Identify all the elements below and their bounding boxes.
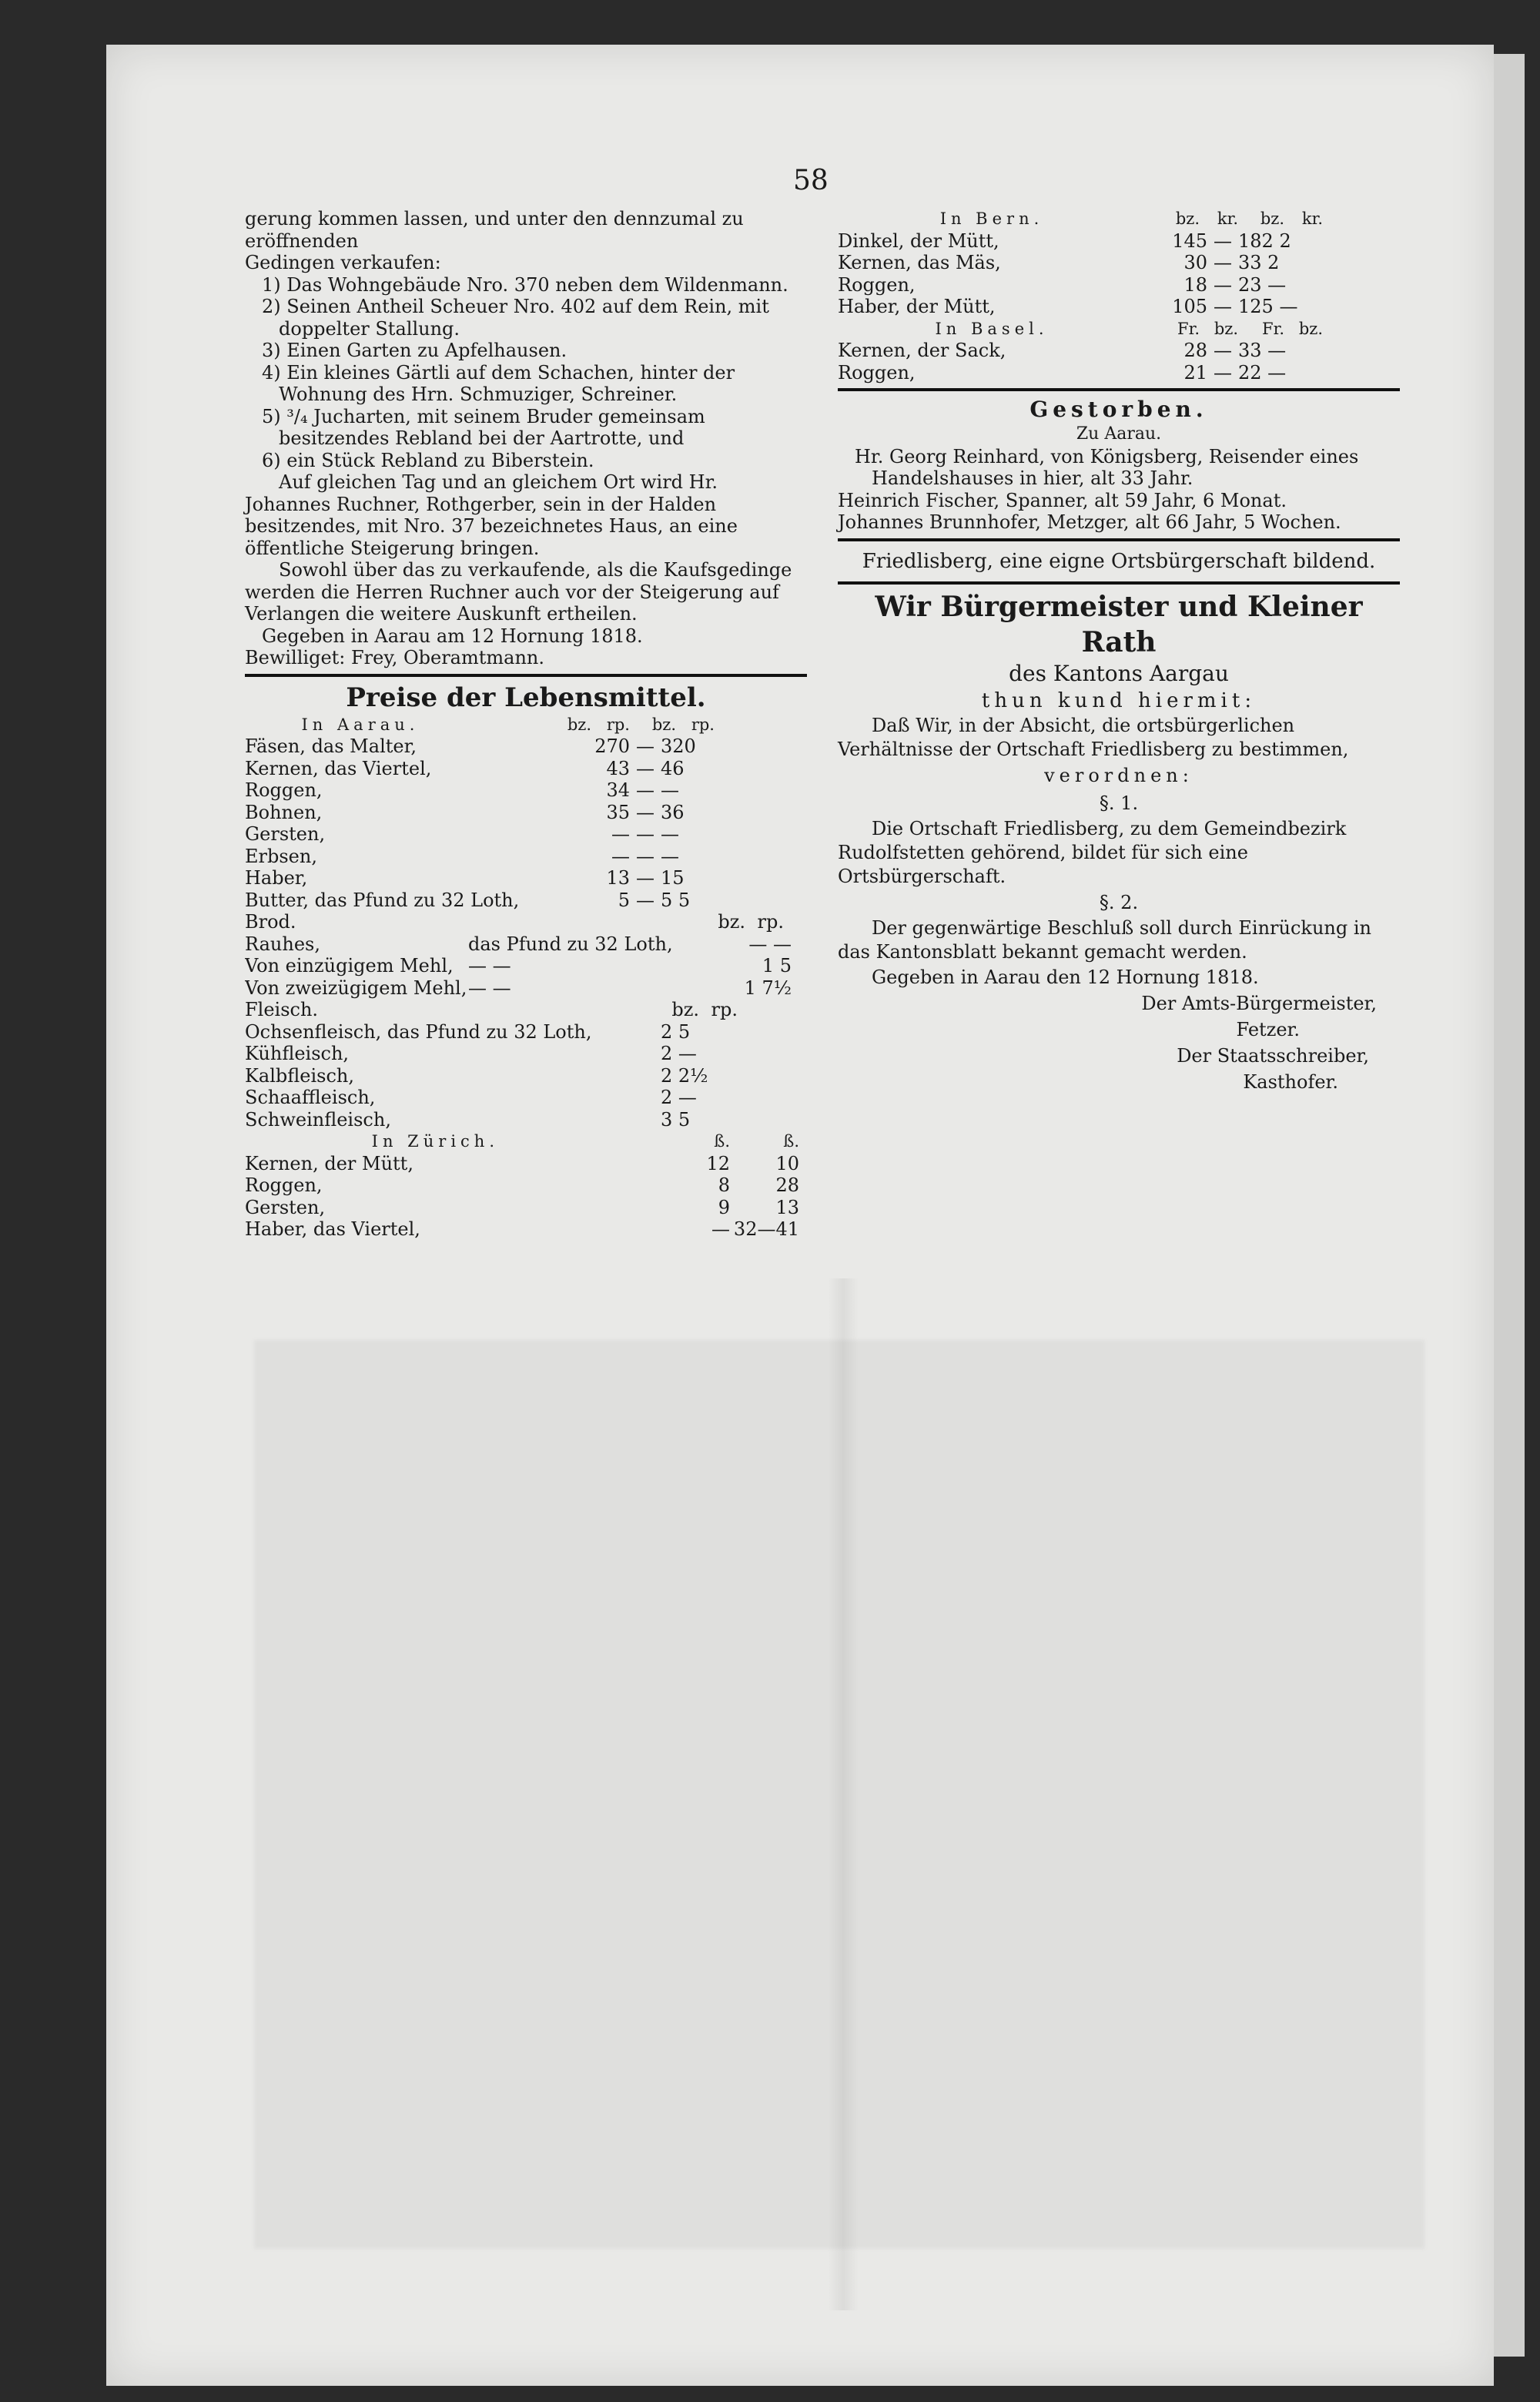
price-low: 12 xyxy=(706,1152,730,1174)
item-note: — — xyxy=(468,977,511,999)
zurich-label: In Zürich. xyxy=(371,1132,499,1151)
mayor-name: Fetzer. xyxy=(1236,1018,1300,1040)
item-name: Gersten, xyxy=(245,1196,326,1218)
price-low: 145 xyxy=(1172,229,1207,252)
item-note: — — xyxy=(468,955,511,977)
price-low: 21 xyxy=(1183,361,1207,384)
price-separator: — xyxy=(1214,229,1232,252)
price-separator: — xyxy=(1214,296,1232,317)
price-low: 270 xyxy=(594,735,630,757)
deaths-place: Zu Aarau. xyxy=(1076,424,1162,444)
header-cell: Fr. xyxy=(1177,319,1200,338)
item-name: Kernen, der Mütt, xyxy=(245,1152,413,1174)
table-row xyxy=(245,1065,807,1087)
zurich-header xyxy=(245,1131,807,1153)
price-value: 2 — xyxy=(661,1087,697,1108)
right-column xyxy=(838,208,1400,1095)
friedlisberg-heading: Friedlisberg, eine eigne Ortsbürgerschaft bildend. xyxy=(862,549,1376,573)
item-6: 6) ein Stück Rebland zu Biberstein. xyxy=(262,449,594,471)
item-name: Butter, das Pfund zu 32 Loth, xyxy=(245,889,520,911)
price-separator: — xyxy=(636,735,654,757)
price-separator: — xyxy=(636,889,654,911)
decree-verb: verordnen: xyxy=(1044,764,1194,786)
table-row xyxy=(245,1109,807,1131)
page-number: 58 xyxy=(793,165,829,196)
basel-header xyxy=(838,318,1400,340)
brod-price-table xyxy=(245,933,807,1000)
header-cell: bz. xyxy=(1175,209,1200,228)
table-row xyxy=(838,340,1400,362)
price-low: 28 xyxy=(1183,340,1207,361)
price-high: 320 xyxy=(661,735,696,757)
price-low: 9 xyxy=(718,1196,730,1218)
left-column xyxy=(245,208,807,1241)
price-high: 22 — xyxy=(1238,361,1287,384)
bern-header xyxy=(838,208,1400,230)
aarau-price-table xyxy=(245,735,807,911)
basel-label: In Basel. xyxy=(935,319,1049,338)
table-row xyxy=(245,758,807,780)
price-low: 43 xyxy=(606,757,630,779)
table-row xyxy=(245,889,807,912)
paragraph-steigerung: Auf gleichen Tag und an gleichem Ort wird Hr. Johannes Ruchner, Rothgerber, sein in der Halden besitzendes, mit Nro. 37 bezeichnetes Haus, an eine öffentliche Steigerung bringen. xyxy=(245,471,738,559)
price-high: — xyxy=(661,823,679,845)
item-name: Schaaffleisch, xyxy=(245,1087,376,1108)
header-cell: rp. xyxy=(757,911,784,933)
item-name: Von zweizügigem Mehl, xyxy=(245,977,467,999)
header-cell: ß. xyxy=(783,1132,799,1151)
header-cell: bz. xyxy=(567,715,591,734)
price-low: 13 xyxy=(606,867,630,889)
table-row xyxy=(245,977,807,1000)
section-1-text: Die Ortschaft Friedlisberg, zu dem Gemeindbezirk Rudolfstetten gehörend, bildet für sich eine Ortsbürgerschaft. xyxy=(838,817,1347,887)
item-name: Schweinfleisch, xyxy=(245,1108,391,1131)
item-name: Kernen, das Mäs, xyxy=(838,252,1001,273)
item-name: Erbsen, xyxy=(245,845,317,867)
table-row xyxy=(838,274,1400,296)
table-row xyxy=(245,802,807,824)
item-3: 3) Einen Garten zu Apfelhausen. xyxy=(262,340,567,361)
price-low: 35 xyxy=(606,801,630,823)
price-separator: — xyxy=(1214,361,1232,384)
price-high: 182 2 xyxy=(1238,229,1291,252)
item-name: Ochsenfleisch, das Pfund zu 32 Loth, xyxy=(245,1020,592,1043)
price-high: 32—41 xyxy=(733,1218,799,1240)
item-name: Roggen, xyxy=(245,779,323,801)
price-separator: — xyxy=(636,757,654,779)
price-low: — xyxy=(711,1218,730,1240)
price-high: 36 xyxy=(661,801,685,823)
price-low: 105 xyxy=(1172,296,1207,317)
price-separator: — xyxy=(636,801,654,823)
price-value: 3 5 xyxy=(661,1108,691,1131)
bern-price-table xyxy=(838,230,1400,318)
decree-title: Wir Bürgermeister und Kleiner Rath xyxy=(875,590,1363,658)
price-low: — xyxy=(611,823,630,845)
next-page-edge xyxy=(1494,54,1525,2357)
table-row xyxy=(245,1197,807,1219)
death-entry-2: Heinrich Fischer, Spanner, alt 59 Jahr, 6 Monat. xyxy=(838,489,1287,511)
section-2-text: Der gegenwärtige Beschluß soll durch Einrückung in das Kantonsblatt bekannt gemacht werden. xyxy=(838,916,1371,963)
table-row xyxy=(838,362,1400,384)
table-row xyxy=(245,1218,807,1241)
table-row xyxy=(245,867,807,889)
intro-line-1: gerung kommen lassen, und unter den dennzumal zu eröffnenden xyxy=(245,208,744,252)
item-name: Roggen, xyxy=(838,273,916,296)
aarau-header xyxy=(245,714,807,736)
fleisch-label: Fleisch. xyxy=(245,999,319,1020)
zurich-price-table xyxy=(245,1153,807,1241)
divider xyxy=(838,388,1400,391)
brod-label: Brod. xyxy=(245,911,296,933)
header-cell: rp. xyxy=(691,715,715,734)
price-value: 2 — xyxy=(661,1043,697,1064)
item-1: 1) Das Wohngebäude Nro. 370 neben dem Wildenmann. xyxy=(262,273,788,296)
table-row xyxy=(838,296,1400,318)
intro-line-2: Gedingen verkaufen: xyxy=(245,252,441,273)
aarau-label: In Aarau. xyxy=(301,715,420,734)
table-row xyxy=(245,1043,807,1065)
header-cell: rp. xyxy=(711,999,738,1020)
price-separator: — xyxy=(636,779,654,801)
secretary-name: Kasthofer. xyxy=(1243,1070,1338,1093)
item-note: das Pfund zu 32 Loth, xyxy=(468,933,673,955)
price-low: 8 xyxy=(718,1174,730,1196)
table-row xyxy=(245,823,807,846)
item-name: Von einzügigem Mehl, xyxy=(245,955,454,977)
secretary-title: Der Staatsschreiber, xyxy=(1177,1044,1369,1067)
death-entry-3: Johannes Brunnhofer, Metzger, alt 66 Jahr, 5 Wochen. xyxy=(838,511,1341,533)
header-cell: bz. xyxy=(1260,209,1284,228)
table-row xyxy=(245,779,807,802)
header-cell: rp. xyxy=(606,715,630,734)
item-name: Rauhes, xyxy=(245,933,320,955)
price-high: — xyxy=(661,779,679,801)
price-high: — xyxy=(661,845,679,867)
price-high: 10 xyxy=(775,1152,799,1174)
item-name: Gersten, xyxy=(245,823,326,845)
item-name: Kernen, der Sack, xyxy=(838,340,1006,361)
death-entry-1: Hr. Georg Reinhard, von Königsberg, Reisender eines Handelshauses in hier, alt 33 Jahr. xyxy=(855,445,1359,489)
item-name: Kalbfleisch, xyxy=(245,1064,355,1087)
item-name: Roggen, xyxy=(838,361,916,384)
item-5: 5) ³/₄ Jucharten, mit seinem Bruder gemeinsam besitzendes Rebland bei der Aartrotte, und xyxy=(262,405,705,449)
price-value: 2 5 xyxy=(661,1020,691,1043)
price-high: 125 — xyxy=(1238,296,1298,317)
approved-line: Bewilliget: Frey, Oberamtmann. xyxy=(245,647,545,668)
paper-fold xyxy=(828,1278,859,2310)
decree-proclaim: thun kund hiermit: xyxy=(981,688,1257,712)
table-row xyxy=(245,1087,807,1109)
header-cell: kr. xyxy=(1217,209,1238,228)
item-name: Haber, das Viertel, xyxy=(245,1218,420,1240)
price-high: 15 xyxy=(661,867,685,889)
paragraph-auskunft: Sowohl über das zu verkaufende, als die Kaufsgedinge werden die Herren Ruchner auch vor der Steigerung auf Verlangen die weitere Auskunft ertheilen. xyxy=(245,559,792,625)
price-high: 28 xyxy=(775,1174,799,1196)
price-value: 2 2½ xyxy=(661,1064,708,1087)
item-2: 2) Seinen Antheil Scheuer Nro. 402 auf dem Rein, mit doppelter Stallung. xyxy=(262,296,769,340)
price-separator: — xyxy=(636,867,654,889)
section-1-label: §. 1. xyxy=(1099,792,1139,814)
section-2-label: §. 2. xyxy=(1099,891,1139,913)
item-name: Roggen, xyxy=(245,1174,323,1196)
table-row xyxy=(245,955,807,977)
given-date: Gegeben in Aarau am 12 Hornung 1818. xyxy=(262,625,643,647)
price-separator: — xyxy=(636,845,654,867)
table-row xyxy=(838,252,1400,274)
table-row xyxy=(245,1153,807,1175)
price-value: 1 5 xyxy=(762,955,792,977)
divider xyxy=(838,538,1400,541)
price-low: 5 xyxy=(618,889,630,911)
fleisch-price-table xyxy=(245,1021,807,1131)
fleisch-header xyxy=(245,999,807,1021)
item-name: Haber, der Mütt, xyxy=(838,296,996,317)
item-4: 4) Ein kleines Gärtli auf dem Schachen, hinter der Wohnung des Hrn. Schmuziger, Schreiner. xyxy=(262,361,735,405)
header-cell: kr. xyxy=(1301,209,1323,228)
divider xyxy=(838,581,1400,585)
price-low: 34 xyxy=(606,779,630,801)
price-low: 18 xyxy=(1183,273,1207,296)
price-separator: — xyxy=(1214,273,1232,296)
header-cell: bz. xyxy=(651,715,676,734)
price-high: 13 xyxy=(775,1196,799,1218)
brod-header xyxy=(245,911,807,933)
header-cell: bz. xyxy=(1214,319,1238,338)
header-cell: bz. xyxy=(671,999,699,1020)
price-high: 33 2 xyxy=(1238,252,1280,273)
item-name: Bohnen, xyxy=(245,801,323,823)
divider xyxy=(245,674,807,677)
item-name: Kühfleisch, xyxy=(245,1043,350,1064)
price-separator: — xyxy=(1214,252,1232,273)
price-separator: — xyxy=(636,823,654,845)
table-row xyxy=(245,1021,807,1044)
header-cell: bz. xyxy=(1298,319,1323,338)
price-separator: — xyxy=(1214,340,1232,361)
basel-price-table xyxy=(838,340,1400,384)
item-name: Kernen, das Viertel, xyxy=(245,757,432,779)
mayor-title: Der Amts-Bürgermeister, xyxy=(1141,992,1377,1014)
item-name: Dinkel, der Mütt, xyxy=(838,229,999,252)
price-value: — — xyxy=(748,933,792,955)
header-cell: bz. xyxy=(718,911,745,933)
item-name: Fäsen, das Malter, xyxy=(245,735,417,757)
table-row xyxy=(245,1174,807,1197)
table-row xyxy=(245,933,807,956)
decree-subtitle: des Kantons Aargau xyxy=(1009,660,1229,686)
table-row xyxy=(245,846,807,868)
deaths-title: Gestorben. xyxy=(1029,397,1208,422)
bern-label: In Bern. xyxy=(939,209,1044,228)
decree-given: Gegeben in Aarau den 12 Hornung 1818. xyxy=(872,966,1259,988)
price-value: 1 7½ xyxy=(744,977,792,999)
price-low: 30 xyxy=(1183,252,1207,273)
header-cell: Fr. xyxy=(1262,319,1284,338)
decree-intro: Daß Wir, in der Absicht, die ortsbürgerlichen Verhältnisse der Ortschaft Friedlisberg zu bestimmen, xyxy=(838,714,1349,760)
price-high: 23 — xyxy=(1238,273,1287,296)
item-name: Haber, xyxy=(245,867,308,889)
header-cell: ß. xyxy=(714,1132,730,1151)
price-high: 5 5 xyxy=(661,889,691,911)
price-high: 46 xyxy=(661,757,685,779)
price-low: — xyxy=(611,845,630,867)
price-high: 33 — xyxy=(1238,340,1287,361)
table-row xyxy=(245,735,807,758)
table-row xyxy=(838,230,1400,253)
prices-title: Preise der Lebensmittel. xyxy=(346,682,706,713)
